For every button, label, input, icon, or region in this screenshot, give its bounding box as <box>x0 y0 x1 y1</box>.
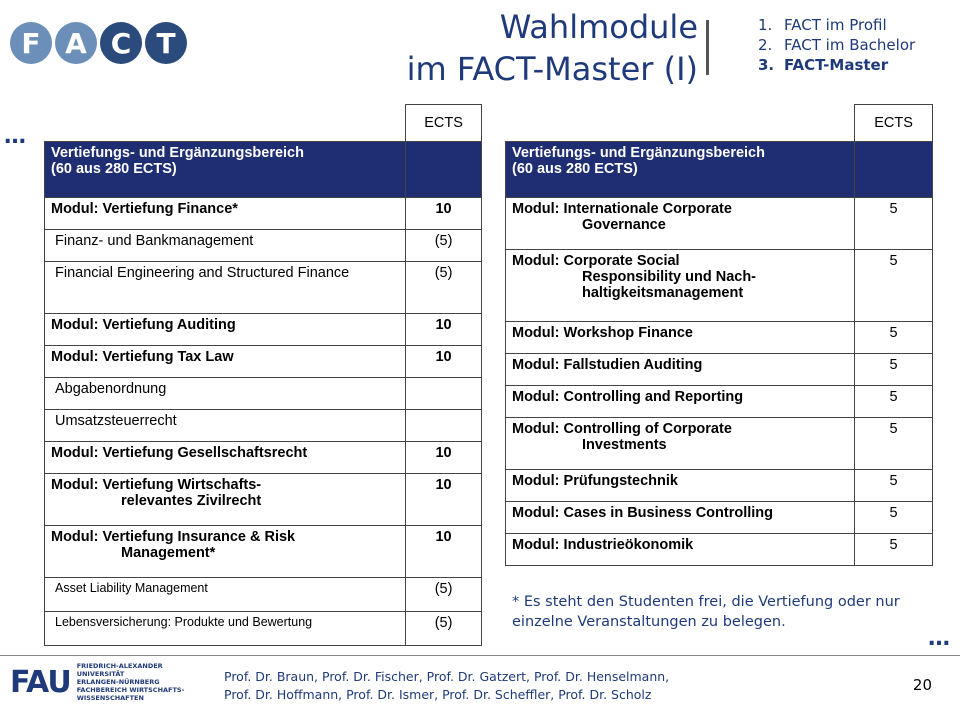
table-row-ects: 10 <box>406 346 482 378</box>
fact-logo <box>10 22 187 66</box>
table-row-label: Modul: Fallstudien Auditing <box>506 354 855 386</box>
table-row-ects: 5 <box>855 198 933 250</box>
title-line-2: im FACT-Master (I) <box>406 50 698 88</box>
table-row-label: Modul: Vertiefung Gesellschaftsrecht <box>45 442 406 474</box>
table-row-ects: 5 <box>855 322 933 354</box>
footer-divider <box>0 655 960 656</box>
table-row-label: Modul: Controlling of Corporate Investments <box>506 418 855 470</box>
table-row-ects: 5 <box>855 534 933 566</box>
table-row-ects: 10 <box>406 198 482 230</box>
table-row-label: Modul: Workshop Finance <box>506 322 855 354</box>
table-row-ects: (5) <box>406 262 482 314</box>
table-row-label: Asset Liability Management <box>45 578 406 612</box>
table-row-ects: 5 <box>855 386 933 418</box>
left-module-table <box>44 104 482 646</box>
table-row-label: Finanz- und Bankmanagement <box>45 230 406 262</box>
table-row-ects: 10 <box>406 442 482 474</box>
fau-logo <box>10 662 184 702</box>
table-row-label: Umsatzsteuerrecht <box>45 410 406 442</box>
fau-wordmark: FAU <box>10 664 71 700</box>
nav-item-profil[interactable]: 1. FACT im Profil <box>758 16 887 34</box>
table-row-label: Modul: Vertiefung Finance* <box>45 198 406 230</box>
table-row-ects: 5 <box>855 354 933 386</box>
title-line-1: Wahlmodule <box>499 8 698 46</box>
logo-letter-c: C <box>100 22 142 64</box>
author-list: Prof. Dr. Braun, Prof. Dr. Fischer, Prof. Dr. Gatzert, Prof. Dr. Henselmann, Prof. Dr. Hoffmann, Prof. Dr. Ismer, Prof. Dr. Scheffler, Prof. Dr. Scholz <box>224 669 670 702</box>
logo-letter-t: T <box>145 22 187 64</box>
table-row-ects <box>406 410 482 442</box>
table-row-ects: 5 <box>855 470 933 502</box>
page-title <box>407 6 698 90</box>
fau-subtitle: FRIEDRICH-ALEXANDER UNIVERSITÄT ERLANGEN-NÜRNBERG FACHBEREICH WIRTSCHAFTS- WISSENSCHAFTEN <box>76 662 185 702</box>
table-row-ects: 5 <box>855 502 933 534</box>
table-row-label: Abgabenordnung <box>45 378 406 410</box>
logo-letter-f: F <box>10 22 52 64</box>
table-row-label: Modul: Vertiefung Wirtschafts- relevantes Zivilrecht <box>45 474 406 526</box>
logo-letter-a: A <box>55 22 97 64</box>
table-row-ects: (5) <box>406 578 482 612</box>
ects-header: ECTS <box>855 105 933 142</box>
footnote: * Es steht den Studenten frei, die Vertiefung oder nur einzelne Veranstaltungen zu belegen. <box>512 594 900 630</box>
table-row-label: Modul: Industrieökonomik <box>506 534 855 566</box>
table-row-label: Modul: Vertiefung Tax Law <box>45 346 406 378</box>
title-divider <box>706 20 709 75</box>
ects-header: ECTS <box>406 105 482 142</box>
table-row-label: Financial Engineering and Structured Finance <box>45 262 406 314</box>
table-row-ects: 5 <box>855 250 933 322</box>
table-row-label: Modul: Cases in Business Controlling <box>506 502 855 534</box>
continuation-dots-bottom: … <box>928 626 950 651</box>
table-row-label: Modul: Internationale Corporate Governance <box>506 198 855 250</box>
table-row-label: Lebensversicherung: Produkte und Bewertung <box>45 612 406 646</box>
section-nav <box>758 15 915 75</box>
continuation-dots-top: … <box>4 124 26 149</box>
table-row-ects: 10 <box>406 526 482 578</box>
table-row-ects: (5) <box>406 230 482 262</box>
table-row-label: Modul: Corporate Social Responsibility und Nach- haltigkeitsmanagement <box>506 250 855 322</box>
table-row-ects: 10 <box>406 474 482 526</box>
table-row-ects: 10 <box>406 314 482 346</box>
nav-item-bachelor[interactable]: 2. FACT im Bachelor <box>758 36 916 54</box>
table-row-ects: (5) <box>406 612 482 646</box>
table-row-ects: 5 <box>855 418 933 470</box>
section-header: Vertiefungs- und Ergänzungsbereich (60 aus 280 ECTS) <box>45 142 406 198</box>
table-row-label: Modul: Controlling and Reporting <box>506 386 855 418</box>
page-number: 20 <box>912 676 932 694</box>
section-header: Vertiefungs- und Ergänzungsbereich (60 aus 280 ECTS) <box>506 142 855 198</box>
table-row-label: Modul: Vertiefung Auditing <box>45 314 406 346</box>
nav-item-master[interactable]: 3. FACT-Master <box>758 56 889 74</box>
table-row-ects <box>406 378 482 410</box>
table-row-label: Modul: Prüfungstechnik <box>506 470 855 502</box>
table-row-label: Modul: Vertiefung Insurance & Risk Management* <box>45 526 406 578</box>
right-module-table <box>505 104 933 566</box>
